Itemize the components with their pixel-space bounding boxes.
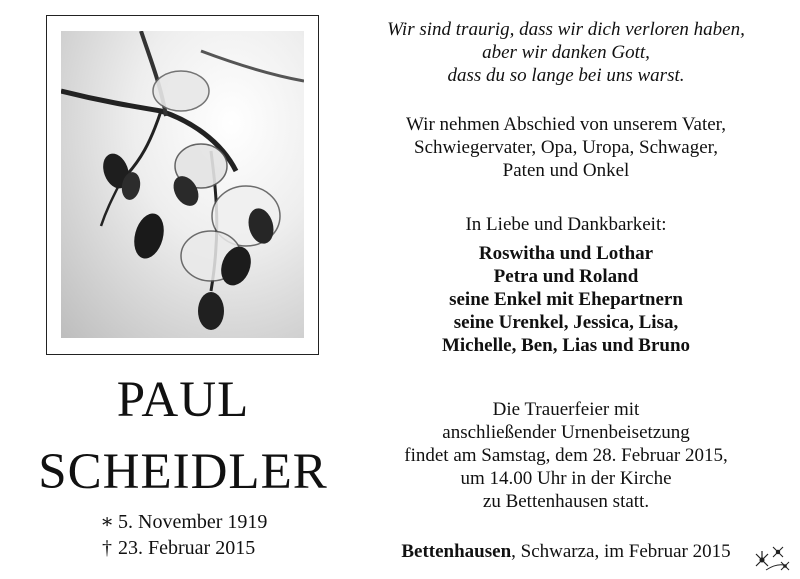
- service-line: um 14.00 Uhr in der Kirche: [460, 468, 672, 489]
- service-block: [366, 398, 766, 513]
- flower-ornament-icon: [752, 540, 794, 579]
- quote-line: dass du so lange bei uns warst.: [447, 65, 685, 86]
- mourner-line: Petra und Roland: [493, 266, 639, 287]
- birth-date: 5. November 1919: [118, 511, 268, 533]
- mourners-block: [366, 242, 766, 357]
- birth-date-line: [100, 512, 267, 532]
- winter-berry-photo: [61, 31, 304, 338]
- place-town: Bettenhausen: [401, 541, 512, 562]
- photo-frame: [46, 15, 319, 355]
- place-date-line: [366, 540, 766, 563]
- quote-line: Wir sind traurig, dass wir dich verloren haben,: [387, 19, 745, 40]
- death-date: 23. Februar 2015: [118, 537, 256, 559]
- death-date-line: [100, 538, 255, 558]
- quote-line: aber wir danken Gott,: [482, 42, 650, 63]
- love-line: In Liebe und Dankbarkeit:: [465, 214, 667, 235]
- mourner-line: Roswitha und Lothar: [478, 243, 654, 264]
- service-line: zu Bettenhausen statt.: [482, 491, 650, 512]
- mourner-line: Michelle, Ben, Lias und Bruno: [441, 335, 691, 356]
- farewell-line: Schwiegervater, Opa, Uropa, Schwager,: [414, 137, 718, 158]
- birth-symbol: ∗: [100, 511, 114, 533]
- mourner-line: seine Enkel mit Ehepartnern: [449, 289, 683, 310]
- quote-block: [366, 18, 766, 87]
- mourner-line: seine Urenkel, Jessica, Lisa,: [453, 312, 679, 333]
- death-symbol: †: [102, 537, 112, 559]
- service-line: Die Trauerfeier mit: [492, 399, 640, 420]
- farewell-line: Wir nehmen Abschied von unserem Vater,: [406, 114, 726, 135]
- service-line: anschließender Urnenbeisetzung: [442, 422, 690, 443]
- farewell-block: [366, 113, 766, 182]
- farewell-line: Paten und Onkel: [502, 160, 630, 181]
- place-rest: , Schwarza, im Februar 2015: [511, 541, 731, 562]
- service-line: findet am Samstag, dem 28. Februar 2015,: [404, 445, 728, 466]
- deceased-last-name: SCHEIDLER: [38, 444, 328, 500]
- deceased-first-name: PAUL: [116, 372, 250, 428]
